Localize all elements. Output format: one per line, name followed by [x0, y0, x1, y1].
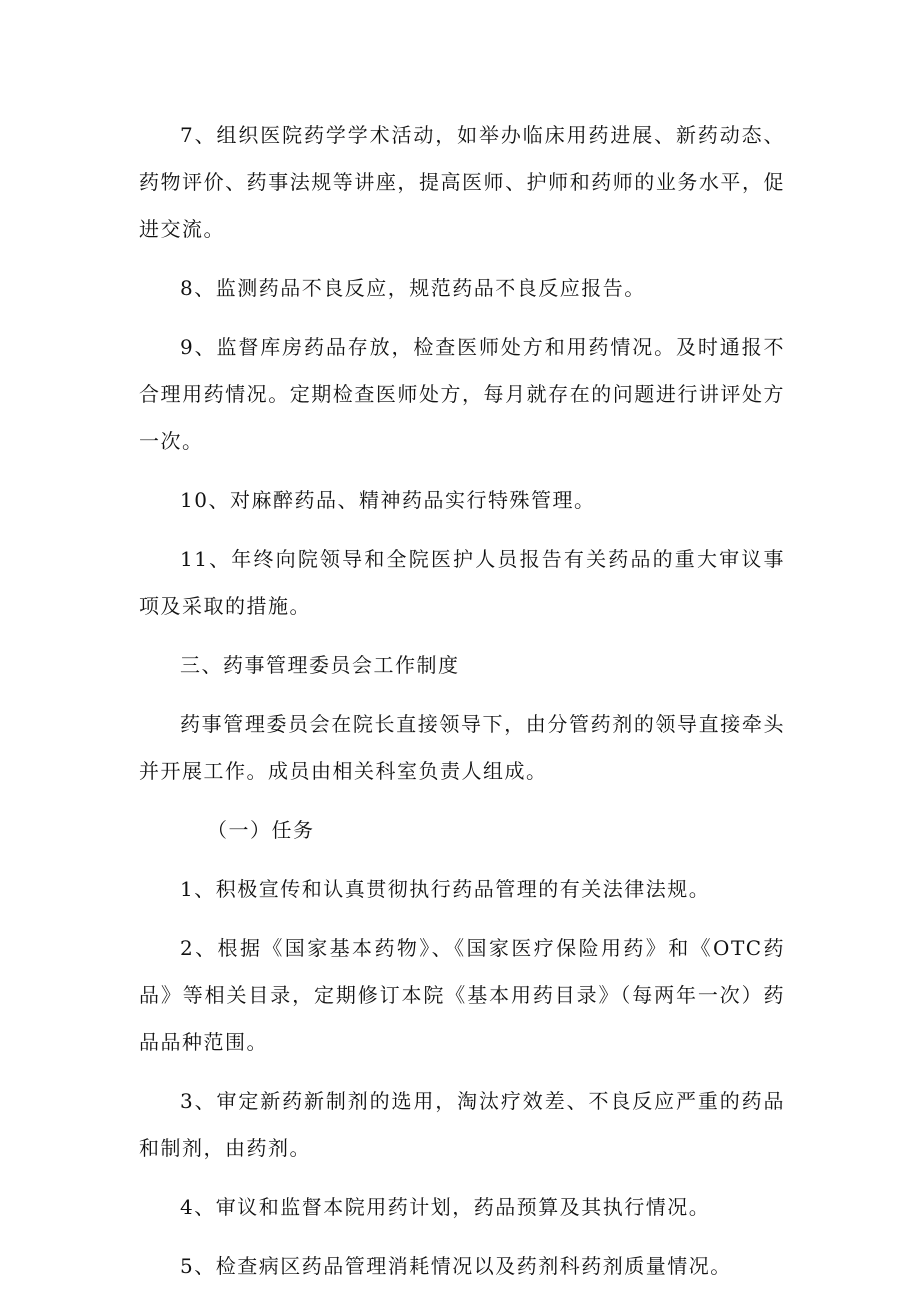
paragraph-item-8: 8、监测药品不良反应，规范药品不良反应报告。: [180, 276, 646, 300]
subsection-heading-tasks: （一）任务: [207, 818, 315, 842]
task-item-5: 5、检查病区药品管理消耗情况以及药剂科药剂质量情况。: [180, 1254, 732, 1278]
paragraph-item-7: 7、组织医院药学学术活动，如举办临床用药进展、新药动态、药物评价、药事法规等讲座，提高医师、护师和药师的业务水平，促进交流。: [139, 123, 785, 241]
section-intro: 药事管理委员会在院长直接领导下，由分管药剂的领导直接牵头并开展工作。成员由相关科室负责人组成。: [139, 712, 785, 783]
task-item-3: 3、审定新药新制剂的选用，淘汰疗效差、不良反应严重的药品和制剂，由药剂。: [139, 1089, 785, 1160]
paragraph-item-11: 11、年终向院领导和全院医护人员报告有关药品的重大审议事项及采取的措施。: [139, 547, 785, 618]
section-heading-3: 三、药事管理委员会工作制度: [180, 653, 460, 677]
paragraph-item-10: 10、对麻醉药品、精神药品实行特殊管理。: [180, 488, 596, 512]
task-item-4: 4、审议和监督本院用药计划，药品预算及其执行情况。: [180, 1195, 711, 1219]
task-item-2: 2、根据《国家基本药物》、《国家医疗保险用药》和《OTC药品》等相关目录，定期修订本院《基本用药目录》（每两年一次）药品品种范围。: [139, 936, 785, 1054]
paragraph-item-9: 9、监督库房药品存放，检查医师处方和用药情况。及时通报不合理用药情况。定期检查医师处方，每月就存在的问题进行讲评处方一次。: [139, 335, 785, 453]
document-body: [139, 112, 785, 1302]
task-item-1: 1、积极宣传和认真贯彻执行药品管理的有关法律法规。: [180, 877, 711, 901]
